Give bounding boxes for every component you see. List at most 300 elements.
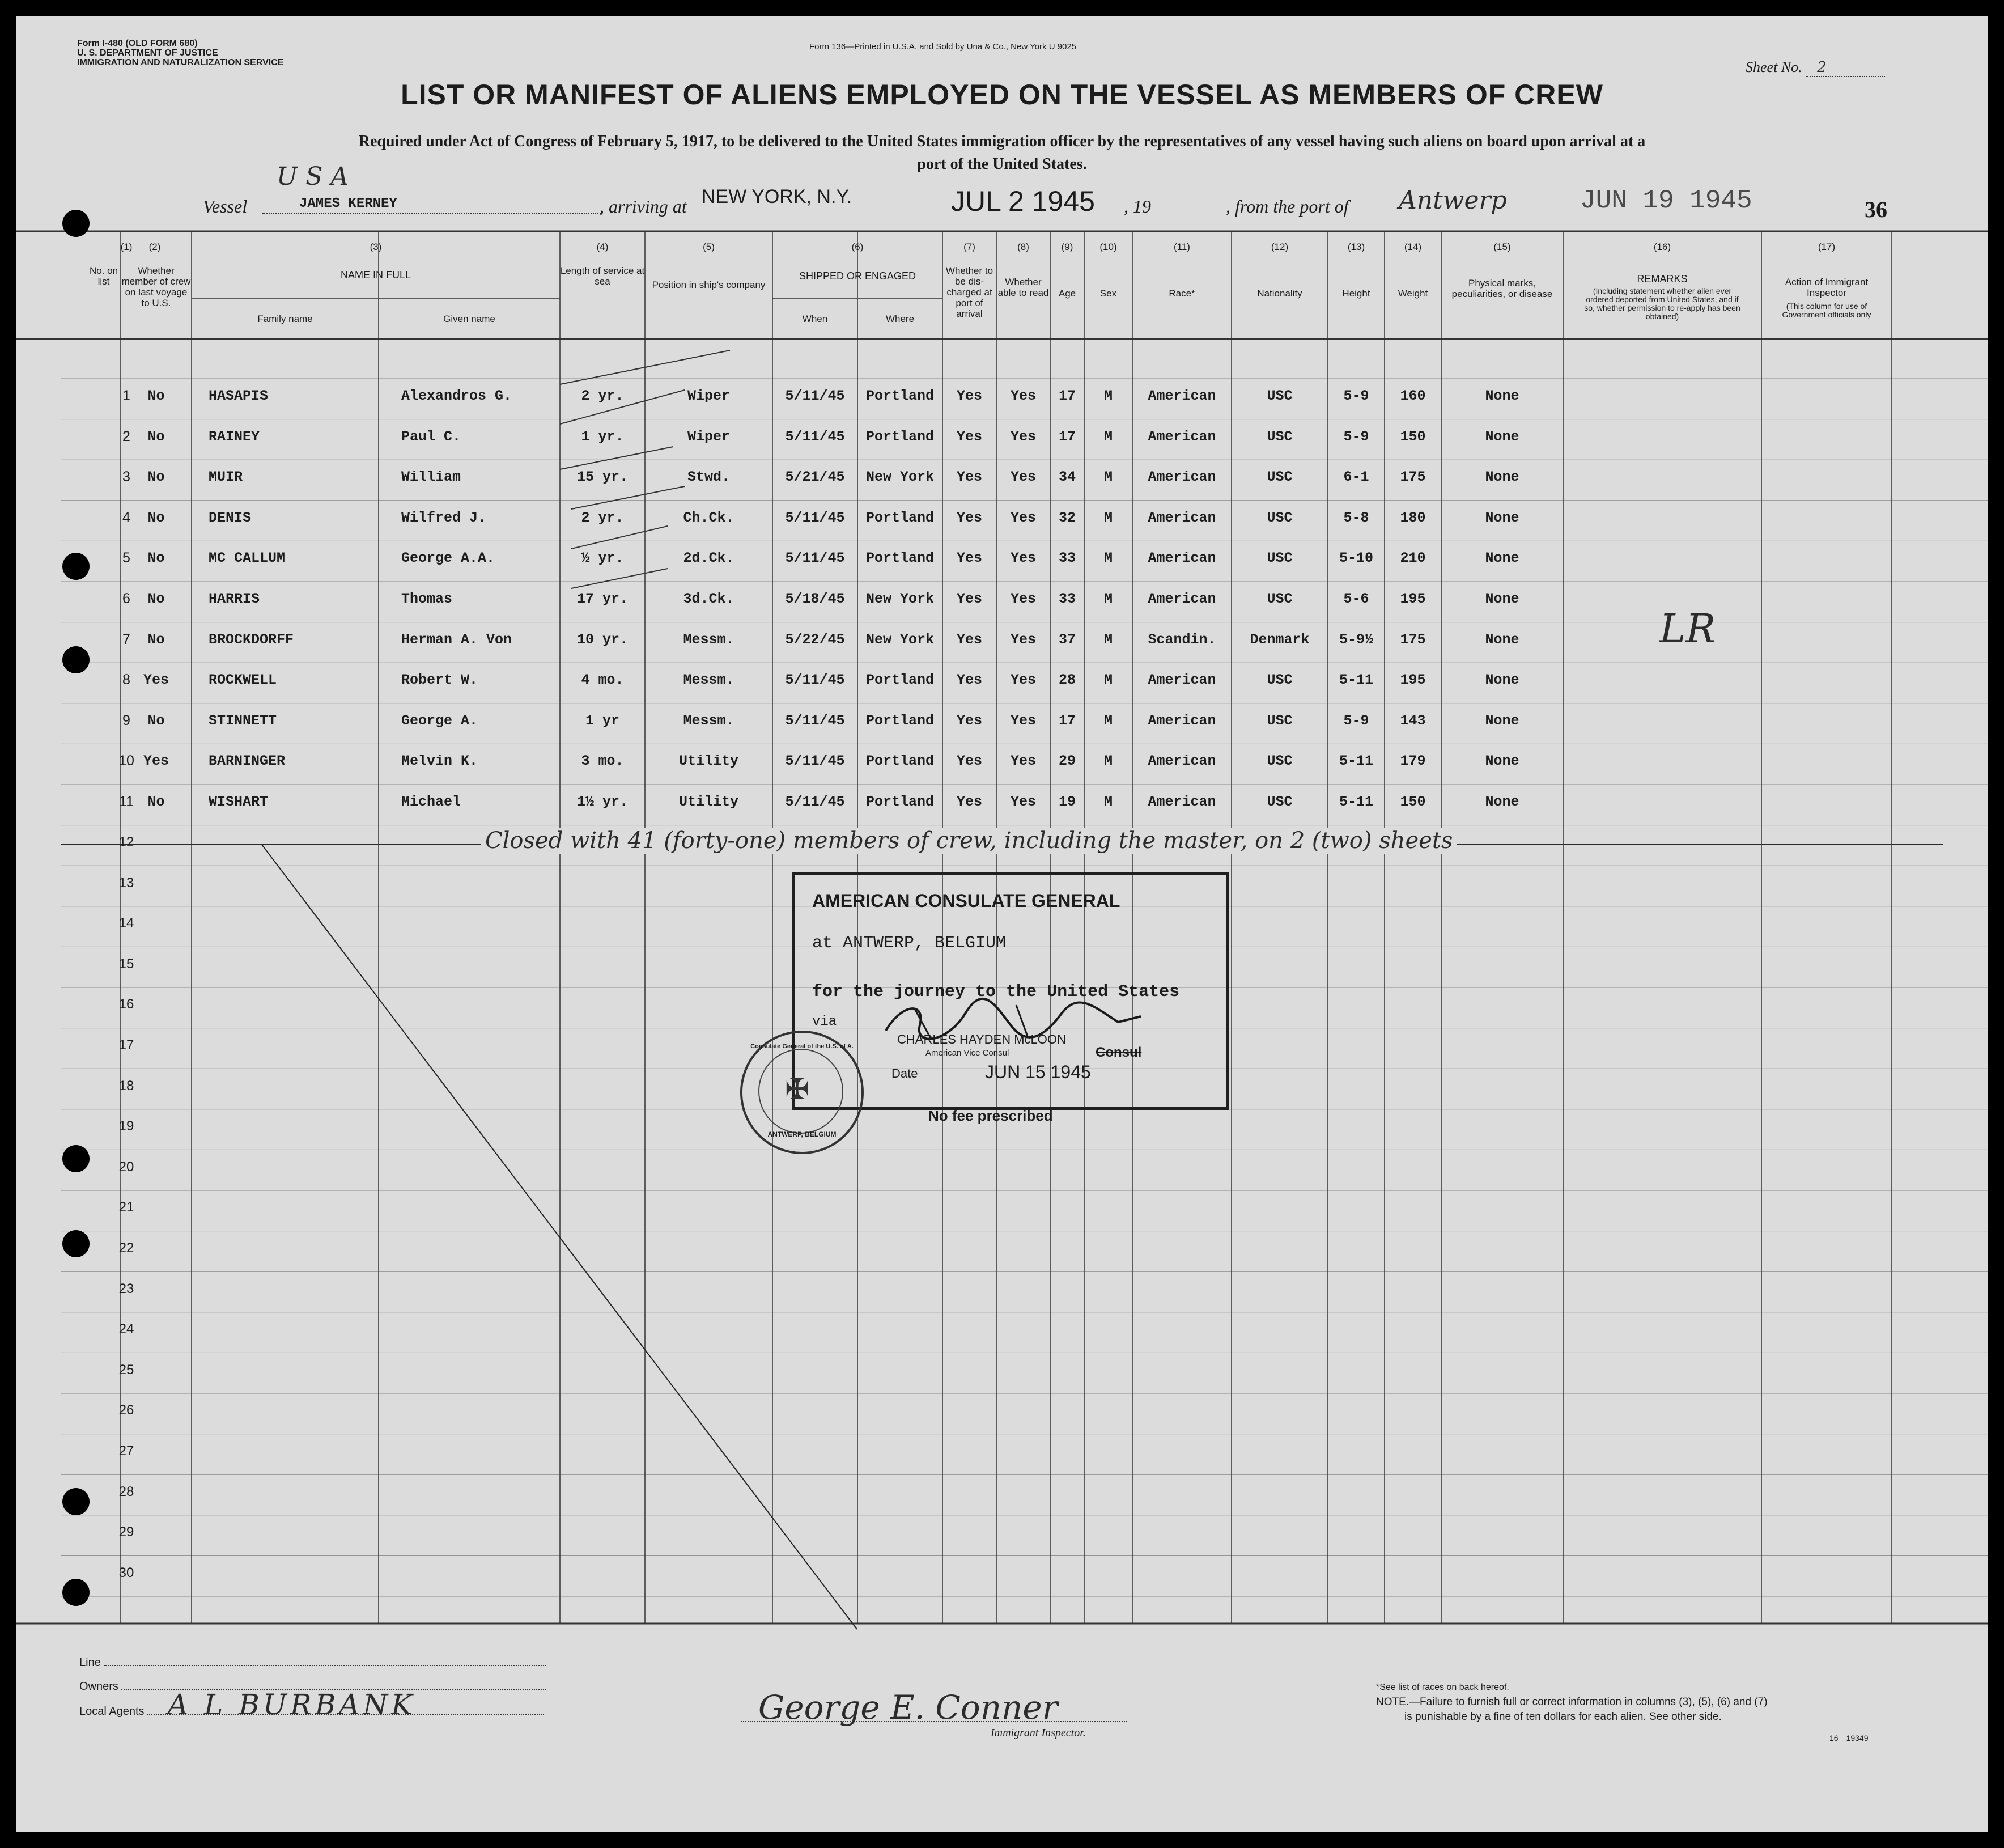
cell-weight: 175 <box>1400 469 1426 486</box>
cell-read: Yes <box>1010 591 1036 607</box>
subtitle-line-2: port of the United States. <box>917 155 1087 173</box>
cell-family: STINNETT <box>209 712 277 729</box>
cell-age: 28 <box>1058 672 1076 689</box>
cell-given: Michael <box>401 794 461 810</box>
cell-prev: No <box>147 388 165 404</box>
line-number: 19 <box>118 1118 134 1134</box>
cell-marks: None <box>1485 388 1519 404</box>
seal-top-text: Consulate General of the U.S. of A. <box>750 1043 854 1050</box>
cell-sex: M <box>1103 469 1113 486</box>
cell-read: Yes <box>1010 509 1036 526</box>
cell-where: Portland <box>865 388 935 404</box>
header-action: Action of Immigrant Inspector <box>1785 277 1869 298</box>
cell-no: 10 <box>118 753 134 769</box>
cell-weight: 210 <box>1400 550 1426 567</box>
cell-position: Utility <box>678 753 739 770</box>
fee-stamp: No fee prescribed <box>928 1107 1053 1124</box>
header-shipped-engaged: SHIPPED OR ENGAGED <box>799 270 916 282</box>
cell-service: 17 yr. <box>576 591 628 607</box>
cell-age: 19 <box>1058 794 1076 810</box>
cell-where: Portland <box>865 672 935 689</box>
cell-service: 2 yr. <box>581 388 624 404</box>
cell-height: 5-9 <box>1343 712 1369 729</box>
cell-family: BROCKDORFF <box>209 631 294 648</box>
header-given-name: Given name <box>443 313 495 324</box>
cell-when: 5/21/45 <box>785 469 845 486</box>
cell-given: William <box>401 469 461 486</box>
cell-where: Portland <box>865 550 935 567</box>
cell-nationality: USC <box>1267 550 1293 567</box>
header-length-of-service: Length of service at sea <box>560 265 645 287</box>
stamp-journey: for the journey to the United States <box>812 982 1180 1002</box>
cell-age: 17 <box>1058 388 1076 404</box>
col-num-6: (6) <box>851 241 864 252</box>
header-no-on-list: No. on list <box>89 265 118 287</box>
cell-sex: M <box>1103 631 1113 648</box>
cell-when: 5/11/45 <box>785 428 845 445</box>
cell-given: Herman A. Von <box>401 631 512 648</box>
binder-hole <box>62 646 90 673</box>
manifest-sheet <box>16 16 1988 1832</box>
cell-given: Melvin K. <box>401 753 478 770</box>
cell-weight: 175 <box>1400 631 1426 648</box>
cell-nationality: USC <box>1267 469 1293 486</box>
local-agents-handwritten: A L BURBANK <box>168 1688 416 1721</box>
cell-given: Robert W. <box>401 672 478 689</box>
cell-race: American <box>1148 672 1216 689</box>
cell-height: 6-1 <box>1343 469 1369 486</box>
races-note: *See list of races on back hereof. <box>1376 1682 1509 1692</box>
cell-sex: M <box>1103 428 1113 445</box>
cell-given: Alexandros G. <box>401 388 512 404</box>
header-age: Age <box>1058 288 1076 299</box>
cell-no: 11 <box>119 794 134 809</box>
header-weight: Weight <box>1398 288 1428 299</box>
cell-where: New York <box>865 469 935 486</box>
cell-position: Messm. <box>683 712 734 729</box>
cell-read: Yes <box>1010 712 1036 729</box>
stamp-date: JUN 15 1945 <box>985 1062 1091 1082</box>
cell-weight: 195 <box>1400 591 1426 607</box>
cell-when: 5/11/45 <box>785 794 845 810</box>
cell-where: Portland <box>865 794 935 810</box>
line-number: 22 <box>118 1240 134 1256</box>
cell-prev: No <box>147 794 165 810</box>
cell-where: New York <box>865 631 935 648</box>
stamp-consul-struck: Consul <box>1096 1045 1142 1060</box>
cell-discharged: Yes <box>956 794 982 810</box>
col-num-8: (8) <box>1017 241 1029 252</box>
cell-height: 5-11 <box>1339 672 1373 689</box>
cell-discharged: Yes <box>956 591 982 607</box>
cell-weight: 195 <box>1400 672 1426 689</box>
cell-discharged: Yes <box>956 388 982 404</box>
inspector-signature: George E. Conner <box>758 1688 1058 1727</box>
header-position: Position in ship's company <box>652 279 766 290</box>
cell-race: American <box>1148 509 1216 526</box>
footer-line-field <box>79 1656 546 1669</box>
cell-position: Wiper <box>687 428 730 445</box>
cell-marks: None <box>1485 794 1519 810</box>
cell-no: 4 <box>122 509 130 525</box>
cell-where: Portland <box>865 753 935 770</box>
col-num-13: (13) <box>1347 241 1365 252</box>
cell-when: 5/11/45 <box>785 550 845 567</box>
cell-position: Utility <box>678 794 739 810</box>
line-number: 21 <box>118 1199 134 1215</box>
cell-no: 3 <box>122 469 130 485</box>
cell-no: 5 <box>122 550 130 566</box>
cell-nationality: USC <box>1267 672 1293 689</box>
line-number: 26 <box>118 1402 134 1418</box>
cell-discharged: Yes <box>956 509 982 526</box>
cell-sex: M <box>1103 753 1113 770</box>
cell-discharged: Yes <box>956 712 982 729</box>
cell-nationality: USC <box>1267 753 1293 770</box>
cell-height: 5-6 <box>1343 591 1369 607</box>
cell-no: 2 <box>122 428 130 444</box>
cell-given: Paul C. <box>401 428 461 445</box>
cell-no: 9 <box>122 712 130 728</box>
cell-nationality: Denmark <box>1250 631 1310 648</box>
cell-age: 29 <box>1058 753 1076 770</box>
line-label: Line <box>79 1656 101 1669</box>
binder-hole <box>62 553 90 580</box>
header-remarks: REMARKS <box>1637 273 1688 285</box>
header-family-name: Family name <box>257 313 313 324</box>
penalty-note-2: is punishable by a fine of ten dollars for each alien. See other side. <box>1404 1711 1722 1723</box>
cell-marks: None <box>1485 550 1519 567</box>
cell-weight: 150 <box>1400 428 1426 445</box>
cell-race: American <box>1148 712 1216 729</box>
cell-sex: M <box>1103 388 1113 404</box>
cell-prev: Yes <box>143 672 169 689</box>
cell-weight: 180 <box>1400 509 1426 526</box>
header-when: When <box>802 313 828 324</box>
page-number: 36 <box>1865 197 1887 222</box>
cell-service: 15 yr. <box>576 469 628 486</box>
cell-weight: 143 <box>1400 712 1426 729</box>
cell-marks: None <box>1485 509 1519 526</box>
cell-when: 5/11/45 <box>785 672 845 689</box>
cell-position: Messm. <box>683 631 734 648</box>
cell-marks: None <box>1485 428 1519 445</box>
cell-marks: None <box>1485 469 1519 486</box>
line-number: 29 <box>118 1524 134 1540</box>
col-num-10: (10) <box>1099 241 1117 252</box>
sheet-label: Sheet No. <box>1746 59 1802 75</box>
cell-position: Ch.Ck. <box>683 509 734 526</box>
cell-sex: M <box>1103 509 1113 526</box>
header-action-note: (This column for use of Government officials only <box>1782 302 1871 319</box>
remark-initials: LR <box>1659 605 1716 652</box>
cell-read: Yes <box>1010 428 1036 445</box>
closing-note: Closed with 41 (forty-one) members of crew, including the master, on 2 (two) sheets <box>481 828 1457 854</box>
cell-sex: M <box>1103 672 1113 689</box>
cell-family: MC CALLUM <box>209 550 286 567</box>
line-number: 28 <box>118 1484 134 1499</box>
line-number: 23 <box>118 1281 134 1296</box>
col-num-12: (12) <box>1271 241 1289 252</box>
cell-position: Stwd. <box>687 469 730 486</box>
subtitle-line-1: Required under Act of Congress of February 5, 1917, to be delivered to the United States immigration officer by the representatives of any vessel having such aliens on board upon arrival at a <box>358 133 1646 150</box>
cell-position: Wiper <box>687 388 730 404</box>
cell-race: American <box>1148 591 1216 607</box>
col-num-7: (7) <box>963 241 975 252</box>
header-nationality: Nationality <box>1257 288 1302 299</box>
line-number: 16 <box>118 997 134 1012</box>
cell-position: Messm. <box>683 672 734 689</box>
cell-position: 3d.Ck. <box>683 591 734 607</box>
cell-no: 7 <box>122 631 130 647</box>
cell-race: American <box>1148 794 1216 810</box>
cell-race: American <box>1148 550 1216 567</box>
cell-given: Wilfred J. <box>401 509 487 526</box>
stamp-signer-title: American Vice Consul <box>925 1048 1009 1058</box>
col-num-5: (5) <box>703 241 715 252</box>
cell-age: 33 <box>1058 591 1076 607</box>
cell-service: 4 mo. <box>581 672 624 689</box>
col-num-9: (9) <box>1061 241 1073 252</box>
cell-height: 5-8 <box>1343 509 1369 526</box>
binder-hole <box>62 1230 90 1257</box>
cell-read: Yes <box>1010 388 1036 404</box>
arrival-port: NEW YORK, N.Y. <box>702 186 852 207</box>
cell-when: 5/11/45 <box>785 388 845 404</box>
owners-label: Owners <box>79 1680 118 1693</box>
header-name-in-full: NAME IN FULL <box>340 269 411 281</box>
cell-height: 5-11 <box>1339 794 1373 810</box>
header-remarks-note: (Including statement whether alien ever ordered deported from United States, and if so, whether permission to re-apply has been obtained) <box>1584 286 1740 321</box>
manifest-title: LIST OR MANIFEST OF ALIENS EMPLOYED ON THE VESSEL AS MEMBERS OF CREW <box>401 79 1603 111</box>
cell-family: MUIR <box>209 469 243 486</box>
agents-label: Local Agents <box>79 1705 145 1718</box>
col-num-11: (11) <box>1174 241 1190 252</box>
binder-hole <box>62 210 90 237</box>
cell-service: 1½ yr. <box>576 794 628 810</box>
penalty-note-1: NOTE.—Failure to furnish full or correct information in columns (3), (5), (6) and (7) <box>1376 1696 1768 1708</box>
year-label: , 19 <box>1124 196 1151 217</box>
cell-race: American <box>1148 469 1216 486</box>
arrival-date-stamp: JUL 2 1945 <box>951 185 1095 217</box>
cell-family: WISHART <box>209 794 269 810</box>
cell-marks: None <box>1485 631 1519 648</box>
col-num-4: (4) <box>596 241 609 252</box>
binder-hole <box>62 1579 90 1606</box>
cell-marks: None <box>1485 672 1519 689</box>
cell-discharged: Yes <box>956 550 982 567</box>
cell-weight: 150 <box>1400 794 1426 810</box>
cell-where: Portland <box>865 509 935 526</box>
cell-family: BARNINGER <box>209 753 286 770</box>
stamp-location: at ANTWERP, BELGIUM <box>812 934 1007 953</box>
cell-age: 32 <box>1058 509 1076 526</box>
cell-family: HASAPIS <box>209 388 269 404</box>
cell-service: 1 yr. <box>581 428 624 445</box>
cell-age: 34 <box>1058 469 1076 486</box>
cell-given: Thomas <box>401 591 453 607</box>
cell-read: Yes <box>1010 469 1036 486</box>
cell-when: 5/18/45 <box>785 591 845 607</box>
cell-family: ROCKWELL <box>209 672 277 689</box>
cell-prev: No <box>147 631 165 648</box>
cell-when: 5/11/45 <box>785 509 845 526</box>
cell-sex: M <box>1103 591 1113 607</box>
line-number: 27 <box>118 1443 134 1459</box>
binder-hole <box>62 1488 90 1515</box>
cell-prev: No <box>147 428 165 445</box>
cell-sex: M <box>1103 794 1113 810</box>
cell-nationality: USC <box>1267 591 1293 607</box>
cell-given: George A. <box>401 712 478 729</box>
signature-rule <box>741 1721 1127 1722</box>
cell-service: 3 mo. <box>581 753 624 770</box>
eagle-icon: ✠ <box>785 1074 810 1106</box>
line-number: 12 <box>118 834 134 850</box>
cell-read: Yes <box>1010 753 1036 770</box>
cell-marks: None <box>1485 712 1519 729</box>
vessel-label: Vessel <box>203 196 248 217</box>
header-physical-marks: Physical marks, peculiarities, or disease <box>1451 278 1553 299</box>
cell-no: 6 <box>122 591 130 607</box>
stamp-date-label: Date <box>891 1066 918 1080</box>
cell-prev: No <box>147 550 165 567</box>
cell-weight: 179 <box>1400 753 1426 770</box>
cell-position: 2d.Ck. <box>683 550 734 567</box>
line-number: 25 <box>118 1362 134 1377</box>
cell-nationality: USC <box>1267 388 1293 404</box>
line-number: 17 <box>118 1037 134 1053</box>
departure-date-stamp: JUN 19 1945 <box>1580 186 1752 215</box>
cell-weight: 160 <box>1400 388 1426 404</box>
line-number: 13 <box>118 875 134 891</box>
cell-height: 5-9½ <box>1339 631 1373 648</box>
cell-service: ½ yr. <box>581 550 624 567</box>
cell-when: 5/11/45 <box>785 712 845 729</box>
header-previous-voyage: Whether member of crew on last voyage to U.S. <box>121 265 191 308</box>
cell-when: 5/22/45 <box>785 631 845 648</box>
void-diagonal-line <box>262 845 857 1629</box>
cell-prev: Yes <box>143 753 169 770</box>
cell-read: Yes <box>1010 672 1036 689</box>
cell-no: 8 <box>122 672 130 688</box>
cell-height: 5-11 <box>1339 753 1373 770</box>
cell-prev: No <box>147 591 165 607</box>
cell-height: 5-9 <box>1343 428 1369 445</box>
seal-bottom-text: ANTWERP, BELGIUM <box>767 1130 837 1138</box>
header-where: Where <box>885 313 915 324</box>
service-name: IMMIGRATION AND NATURALIZATION SERVICE <box>77 58 284 67</box>
line-number: 24 <box>118 1321 134 1337</box>
col-num-17: (17) <box>1818 241 1836 252</box>
cell-discharged: Yes <box>956 428 982 445</box>
from-port-label: , from the port of <box>1226 196 1349 217</box>
flag-handwritten: U S A <box>277 162 349 191</box>
cell-where: Portland <box>865 428 935 445</box>
cell-marks: None <box>1485 591 1519 607</box>
stamp-signer-name: CHARLES HAYDEN McLOON <box>897 1032 1066 1046</box>
line-number: 15 <box>118 956 134 972</box>
cell-family: RAINEY <box>209 428 260 445</box>
cell-age: 37 <box>1058 631 1076 648</box>
cell-race: American <box>1148 428 1216 445</box>
cell-age: 17 <box>1058 428 1076 445</box>
col-num-2: (2) <box>148 241 161 252</box>
cell-race: American <box>1148 753 1216 770</box>
cell-prev: No <box>147 712 165 729</box>
stamp-via: via <box>812 1014 837 1029</box>
cell-discharged: Yes <box>956 672 982 689</box>
cell-age: 17 <box>1058 712 1076 729</box>
line-number: 20 <box>118 1159 134 1175</box>
line-number: 18 <box>118 1078 134 1093</box>
cell-family: HARRIS <box>209 591 260 607</box>
cell-height: 5-9 <box>1343 388 1369 404</box>
printer-line: Form 136—Printed in U.S.A. and Sold by Una & Co., New York U 9025 <box>809 42 1077 52</box>
header-race: Race* <box>1169 288 1195 299</box>
inspector-label: Immigrant Inspector. <box>991 1727 1086 1739</box>
line-number: 14 <box>118 915 134 931</box>
cell-prev: No <box>147 469 165 486</box>
header-height: Height <box>1342 288 1370 299</box>
col-num-16: (16) <box>1653 241 1671 252</box>
departure-port-handwritten: Antwerp <box>1399 186 1507 215</box>
cell-read: Yes <box>1010 631 1036 648</box>
cell-family: DENIS <box>209 509 252 526</box>
form-number: Form I-480 (OLD FORM 680) <box>77 39 198 48</box>
cell-read: Yes <box>1010 794 1036 810</box>
header-sex: Sex <box>1099 288 1117 299</box>
form-code: 16—19349 <box>1829 1733 1869 1743</box>
col-num-3: (3) <box>370 241 382 252</box>
sheet-number: 2 <box>1806 59 1885 77</box>
header-able-to-read: Whether able to read <box>997 277 1049 298</box>
cell-nationality: USC <box>1267 509 1293 526</box>
consular-seal <box>740 1031 864 1154</box>
cell-service: 10 yr. <box>576 631 628 648</box>
cell-sex: M <box>1103 550 1113 567</box>
cell-given: George A.A. <box>401 550 495 567</box>
vessel-name: JAMES KERNEY <box>299 196 397 211</box>
department-name: U. S. DEPARTMENT OF JUSTICE <box>77 48 218 58</box>
cell-service: 2 yr. <box>581 509 624 526</box>
cell-nationality: USC <box>1267 794 1293 810</box>
cell-height: 5-10 <box>1339 550 1373 567</box>
cell-where: New York <box>865 591 935 607</box>
cell-read: Yes <box>1010 550 1036 567</box>
cell-discharged: Yes <box>956 469 982 486</box>
cell-where: Portland <box>865 712 935 729</box>
arriving-label: , arriving at <box>600 196 687 217</box>
line-number: 30 <box>118 1565 134 1580</box>
binder-hole <box>62 1145 90 1172</box>
col-num-1: (1) <box>120 241 133 252</box>
col-num-14: (14) <box>1404 241 1422 252</box>
header-discharged: Whether to be dis-charged at port of arrival <box>945 265 993 319</box>
cell-no: 1 <box>122 388 130 404</box>
cell-race: Scandin. <box>1148 631 1216 648</box>
cell-discharged: Yes <box>956 631 982 648</box>
cell-prev: No <box>147 509 165 526</box>
cell-marks: None <box>1485 753 1519 770</box>
cell-discharged: Yes <box>956 753 982 770</box>
cell-race: American <box>1148 388 1216 404</box>
col-num-15: (15) <box>1493 241 1511 252</box>
cell-when: 5/11/45 <box>785 753 845 770</box>
cell-sex: M <box>1103 712 1113 729</box>
stamp-consulate-name: AMERICAN CONSULATE GENERAL <box>812 891 1120 911</box>
cell-age: 33 <box>1058 550 1076 567</box>
